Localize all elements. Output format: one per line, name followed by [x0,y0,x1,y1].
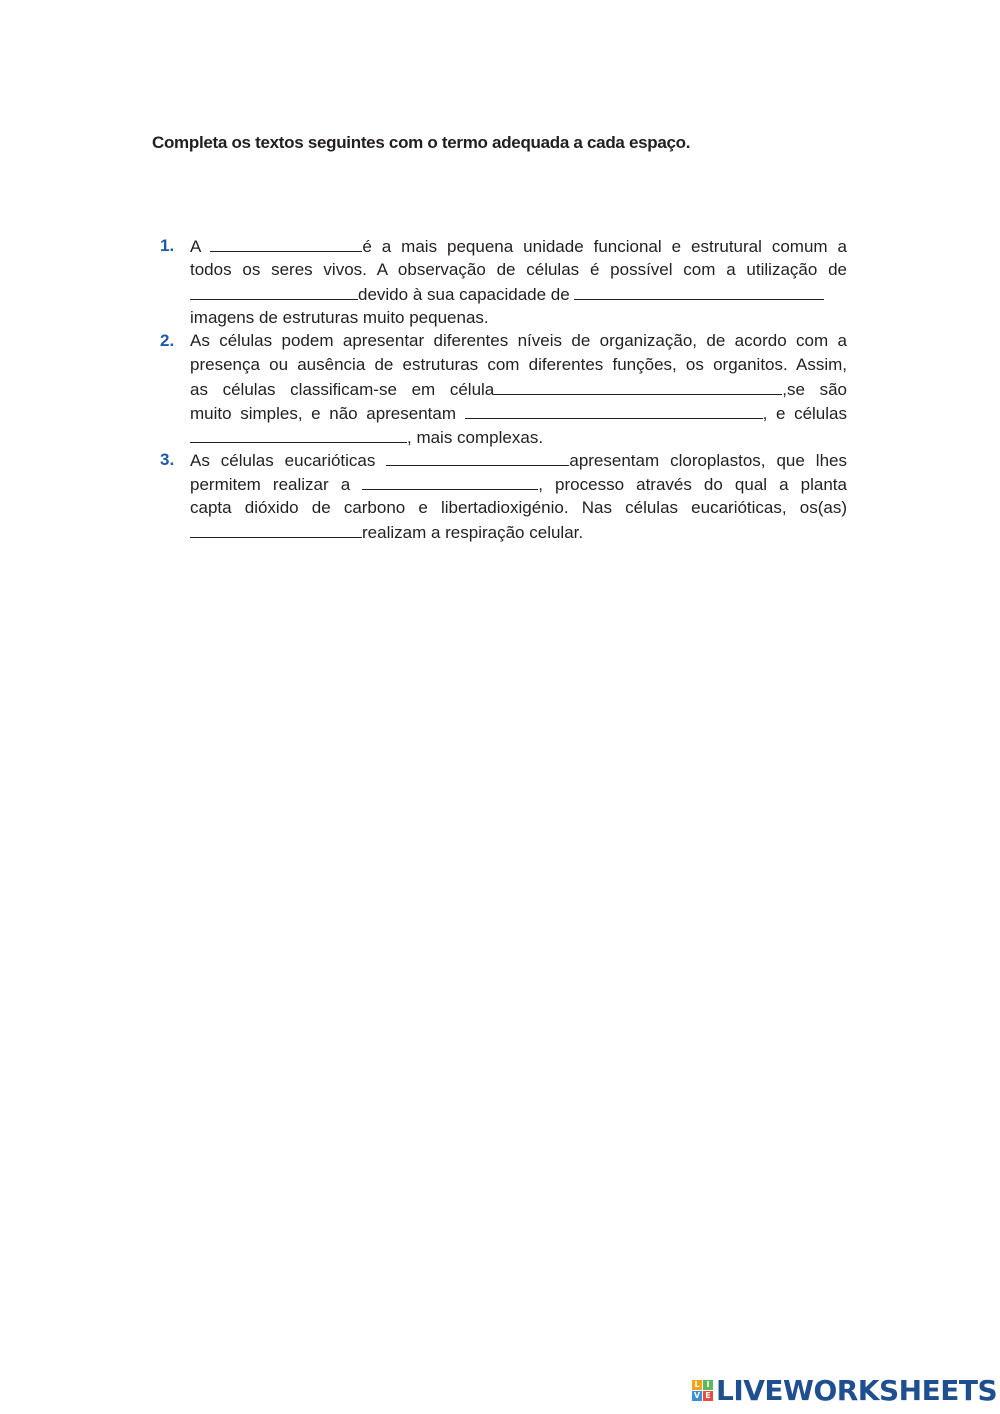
logo-icon-letter: V [693,1390,701,1400]
text-line: As células eucarióticas apresentam cloroplastos, que lhes [190,448,847,473]
live-icon [692,1380,713,1401]
answer-blank[interactable] [210,234,362,252]
logo-icon-letter: L [692,1380,702,1390]
text-line: permitem realizar a , processo através do qual a planta [190,472,847,497]
instruction-heading: Completa os textos seguintes com o termo adequada a cada espaço. [152,133,691,152]
exercise-item-3 [160,448,848,544]
text-line: imagens de estruturas muito pequenas. [190,308,489,327]
text-line: capta dióxido de carbono e libertadioxigénio. Nas células eucarióticas, os(as) [190,498,847,517]
text-line: As células podem apresentar diferentes níveis de organização, de acordo com a [190,331,847,350]
text-line: , mais complexas. [190,425,847,450]
answer-blank[interactable] [190,520,362,538]
answer-blank[interactable] [362,472,538,490]
text-line: as células classificam-se em célula ,se são [190,377,847,402]
text-line: muito simples, e não apresentam , e células [190,401,847,426]
logo-icon-letter: E [703,1391,713,1401]
answer-blank[interactable] [386,448,569,466]
answer-blank[interactable] [465,401,763,419]
text-line: realizam a respiração celular. [190,520,847,545]
text-line: A é a mais pequena unidade funcional e estrutural comum a [190,234,847,259]
logo-icon-letter: I [703,1380,713,1390]
text-line: todos os seres vivos. A observação de células é possível com a utilização de [190,260,847,279]
exercise-item-1 [160,234,848,330]
text-line: presença ou ausência de estruturas com diferentes funções, os organitos. Assim, [190,355,847,374]
item-number: 3. [160,450,175,469]
answer-blank[interactable] [190,425,407,443]
logo-text: LIVEWORKSHEETS [716,1373,998,1407]
answer-blank[interactable] [494,377,782,395]
text-line: devido à sua capacidade de [190,282,847,307]
liveworksheets-logo [692,1374,997,1406]
answer-blank[interactable] [574,282,824,300]
exercise-item-2 [160,329,848,449]
item-number: 2. [160,331,175,350]
answer-blank[interactable] [190,282,358,300]
item-number: 1. [160,236,175,255]
